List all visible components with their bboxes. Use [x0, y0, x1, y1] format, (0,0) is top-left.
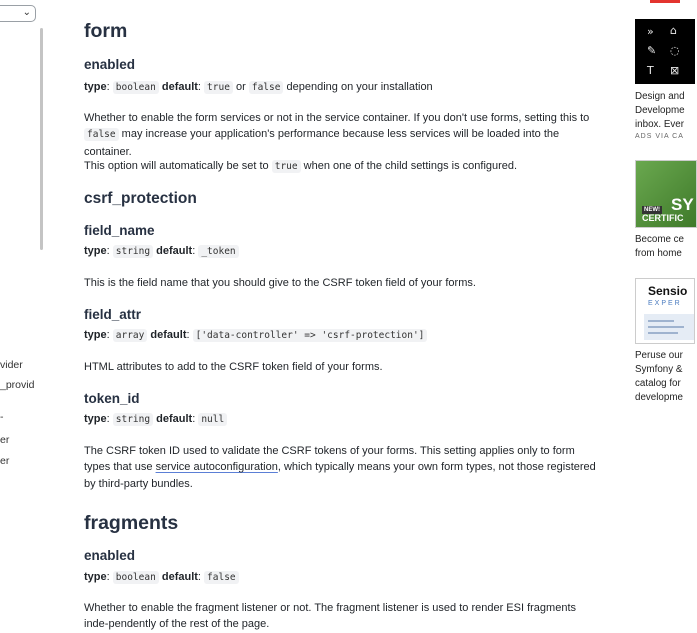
- ad-text[interactable]: Design and: [635, 91, 685, 102]
- option-heading-field-name: field_name: [84, 223, 155, 238]
- description-paragraph: Whether to enable the form services or not in the service container. If you don't use forms, setting this to false may increase your application's performance because less services will be loaded into the container.: [84, 112, 590, 158]
- sidebar-link[interactable]: er: [0, 434, 10, 446]
- ad-illustration-line: [648, 326, 684, 328]
- option-heading-enabled: enabled: [84, 57, 136, 72]
- description-paragraph: The CSRF token ID used to validate the CSRF tokens of your forms. This setting applies only to form types that use service autoconfiguration, which typically means your own form types, not those registered by third-party bundles.: [84, 445, 596, 490]
- sensiolabs-ad-image[interactable]: [635, 278, 695, 344]
- option-heading-csrf-protection: csrf_protection: [84, 190, 197, 207]
- meta-suffix: depending on your installation: [286, 81, 433, 93]
- sidebar-link[interactable]: _provid: [0, 379, 35, 391]
- ad-text[interactable]: developme: [635, 392, 683, 403]
- description-paragraph: This is the field name that you should give to the CSRF token field of your forms.: [84, 277, 476, 289]
- type-value: boolean: [113, 81, 159, 94]
- new-badge: NEW!: [644, 207, 660, 213]
- option-heading-field-attr: field_attr: [84, 307, 142, 322]
- home-icon: ⌂: [670, 24, 677, 37]
- ad-banner-image[interactable]: [635, 19, 695, 84]
- description-paragraph: This option will automatically be set to true when one of the child settings is configured.: [84, 160, 518, 172]
- option-meta: type: string default: null: [84, 411, 227, 428]
- docs-sidebar: [0, 0, 44, 625]
- default-value: false: [204, 571, 239, 584]
- type-value: array: [113, 329, 148, 342]
- ad-text[interactable]: Developme: [635, 105, 685, 116]
- chevron-down-icon: ⌄: [22, 7, 31, 18]
- inline-code: false: [84, 128, 119, 141]
- type-label: type: [84, 81, 107, 93]
- service-autoconfiguration-link[interactable]: service autoconfiguration: [155, 461, 278, 474]
- description-paragraph: HTML attributes to add to the CSRF token field of your forms.: [84, 361, 383, 373]
- ad-sub-text: EXPER: [648, 300, 682, 307]
- option-meta: type: boolean default: true or false depending on your installation: [84, 81, 433, 93]
- sidebar-link[interactable]: vider: [0, 359, 23, 371]
- option-meta: type: array default: ['data-controller' => 'csrf-protection']: [84, 327, 427, 344]
- or-text: or: [236, 81, 246, 93]
- default-value: ['data-controller' => 'csrf-protection']: [193, 329, 428, 342]
- type-value: string: [113, 245, 153, 258]
- ads-via-label[interactable]: ADS VIA CA: [635, 133, 684, 140]
- ad-accent-bar: [650, 0, 680, 3]
- ad-brand-text: Sensio: [648, 284, 688, 298]
- ad-brand-text: SY: [671, 195, 694, 214]
- default-value: _token: [198, 245, 238, 258]
- ad-illustration-line: [648, 320, 674, 322]
- type-value: string: [113, 413, 153, 426]
- sidebar-link[interactable]: -: [0, 411, 4, 423]
- certification-ad-image[interactable]: [635, 160, 697, 228]
- section-title-fragments: fragments: [84, 512, 179, 534]
- ad-text[interactable]: Become ce: [635, 234, 685, 245]
- default-value: null: [198, 413, 227, 426]
- image-icon: ⊠: [670, 64, 680, 77]
- ads-column: [635, 0, 694, 625]
- inline-code: true: [272, 160, 301, 173]
- ad-text[interactable]: Peruse our: [635, 350, 683, 361]
- option-meta: type: boolean default: false: [84, 569, 239, 586]
- version-select[interactable]: [0, 5, 36, 22]
- option-heading-token-id: token_id: [84, 391, 140, 406]
- chevrons-icon: »: [647, 25, 654, 38]
- ad-text[interactable]: from home: [635, 248, 682, 259]
- ad-illustration-line: [648, 332, 678, 334]
- default-label: default: [161, 81, 198, 93]
- option-heading-enabled: enabled: [84, 548, 136, 563]
- ad-cert-text: CERTIFIC: [642, 213, 684, 223]
- default-value: true: [204, 81, 233, 94]
- ad-text[interactable]: inbox. Ever: [635, 119, 685, 130]
- option-meta: type: string default: _token: [84, 243, 239, 260]
- description-paragraph: Whether to enable the fragment listener or not. The fragment listener is used to render ESI fragments inde-pendently of the rest of the page.: [84, 602, 576, 631]
- sidebar-link[interactable]: er: [0, 455, 10, 467]
- sidebar-scrollbar[interactable]: [40, 28, 43, 250]
- lasso-icon: ◌: [670, 44, 680, 57]
- text-icon: T: [647, 64, 654, 77]
- pen-icon: ✎: [647, 44, 657, 57]
- ad-text[interactable]: catalog for: [635, 378, 681, 389]
- ad-text[interactable]: Symfony &: [635, 364, 683, 375]
- alt-value: false: [249, 81, 284, 94]
- section-title-form: form: [84, 20, 128, 42]
- type-value: boolean: [113, 571, 159, 584]
